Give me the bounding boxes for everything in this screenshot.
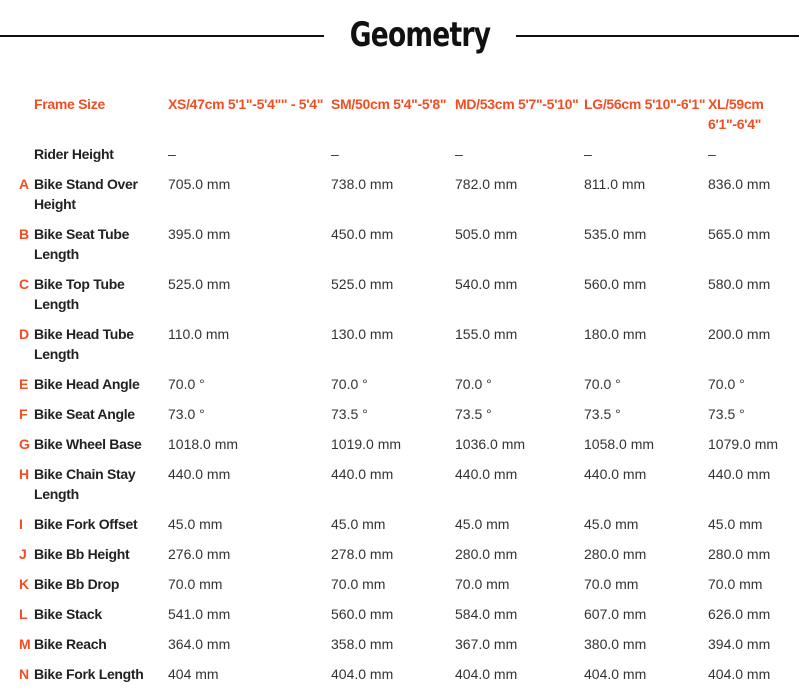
table-row	[0, 404, 799, 434]
row-letter: L	[19, 606, 28, 622]
cell-sm: 70.0 °	[331, 376, 368, 392]
cell-md: 70.0 mm	[455, 576, 510, 592]
cell-sm: 404.0 mm	[331, 666, 394, 682]
size-header-sm: SM/50cm 5'4"-5'8"	[331, 96, 447, 112]
cell-xs: 541.0 mm	[168, 606, 231, 622]
cell-md: 45.0 mm	[455, 516, 510, 532]
table-row	[0, 374, 799, 404]
row-letter: A	[19, 176, 30, 192]
page-title: Geometry	[349, 15, 491, 55]
row-label: Bike Seat Angle	[34, 406, 135, 422]
row-letter: K	[19, 576, 30, 592]
cell-lg: 70.0 mm	[584, 576, 639, 592]
row-letter: I	[19, 516, 23, 532]
row-letter: C	[19, 276, 30, 292]
cell-xs: 525.0 mm	[168, 276, 231, 292]
cell-sm: 130.0 mm	[331, 326, 394, 342]
cell-xl: 200.0 mm	[708, 326, 771, 342]
cell-md: 1036.0 mm	[455, 436, 526, 452]
row-letter: J	[19, 546, 27, 562]
cell-md: –	[455, 146, 463, 162]
table-header-row	[0, 94, 799, 144]
geometry-table	[0, 94, 799, 694]
cell-xl: 440.0 mm	[708, 466, 771, 482]
row-label: Bike Reach	[34, 636, 107, 652]
cell-xs: 110.0 mm	[168, 326, 230, 342]
cell-lg: 45.0 mm	[584, 516, 639, 532]
row-label: Bike Stack	[34, 606, 102, 622]
cell-sm: 278.0 mm	[331, 546, 394, 562]
cell-lg: 535.0 mm	[584, 226, 647, 242]
row-label: Bike Seat Tube Length	[34, 226, 130, 262]
row-label: Rider Height	[34, 146, 114, 162]
row-label: Bike Bb Drop	[34, 576, 120, 592]
cell-lg: 560.0 mm	[584, 276, 647, 292]
cell-lg: –	[584, 146, 592, 162]
cell-xs: 45.0 mm	[168, 516, 223, 532]
table-row	[0, 464, 799, 514]
row-letter: N	[19, 666, 30, 682]
cell-md: 782.0 mm	[455, 176, 518, 192]
cell-xl: 836.0 mm	[708, 176, 771, 192]
cell-lg: 440.0 mm	[584, 466, 647, 482]
cell-xl: 45.0 mm	[708, 516, 763, 532]
cell-xs: 73.0 °	[168, 406, 205, 422]
cell-sm: 70.0 mm	[331, 576, 386, 592]
row-letter: B	[19, 226, 30, 242]
cell-md: 280.0 mm	[455, 546, 518, 562]
cell-xl: 70.0 °	[708, 376, 745, 392]
cell-md: 584.0 mm	[455, 606, 518, 622]
table-row	[0, 574, 799, 604]
row-label: Bike Wheel Base	[34, 436, 142, 452]
header-rule-right	[516, 35, 799, 37]
row-label: Bike Stand Over Height	[34, 176, 138, 212]
cell-xl: 580.0 mm	[708, 276, 771, 292]
cell-xs: 404 mm	[168, 666, 219, 682]
table-row	[0, 634, 799, 664]
table-row	[0, 544, 799, 574]
cell-lg: 607.0 mm	[584, 606, 647, 622]
cell-xs: 440.0 mm	[168, 466, 231, 482]
cell-md: 540.0 mm	[455, 276, 518, 292]
row-letter: H	[19, 466, 30, 482]
cell-xl: 280.0 mm	[708, 546, 771, 562]
table-row	[0, 224, 799, 274]
cell-xs: –	[168, 146, 176, 162]
cell-sm: 45.0 mm	[331, 516, 386, 532]
cell-xl: 626.0 mm	[708, 606, 771, 622]
row-label: Bike Chain Stay Length	[34, 466, 136, 502]
cell-sm: 560.0 mm	[331, 606, 394, 622]
size-header-xl: XL/59cm 6'1"-6'4"	[708, 96, 764, 132]
cell-sm: 358.0 mm	[331, 636, 394, 652]
cell-xs: 70.0 mm	[168, 576, 223, 592]
size-header-xs: XS/47cm 5'1"-5'4"" - 5'4"	[168, 96, 324, 112]
size-header-lg: LG/56cm 5'10"-6'1"	[584, 96, 706, 112]
frame-size-header: Frame Size	[34, 96, 105, 112]
size-header-md: MD/53cm 5'7"-5'10"	[455, 96, 579, 112]
cell-sm: 440.0 mm	[331, 466, 394, 482]
cell-lg: 73.5 °	[584, 406, 621, 422]
row-letter: D	[19, 326, 30, 342]
cell-xs: 395.0 mm	[168, 226, 231, 242]
cell-md: 440.0 mm	[455, 466, 518, 482]
cell-lg: 180.0 mm	[584, 326, 647, 342]
cell-xl: 1079.0 mm	[708, 436, 779, 452]
geometry-header	[0, 0, 799, 70]
cell-sm: 525.0 mm	[331, 276, 394, 292]
cell-xs: 276.0 mm	[168, 546, 231, 562]
cell-sm: 1019.0 mm	[331, 436, 402, 452]
cell-lg: 404.0 mm	[584, 666, 647, 682]
cell-sm: 73.5 °	[331, 406, 368, 422]
row-letter: F	[19, 406, 28, 422]
row-label: Bike Head Tube Length	[34, 326, 134, 362]
table-row	[0, 174, 799, 224]
row-letter: M	[19, 636, 31, 652]
cell-md: 73.5 °	[455, 406, 492, 422]
cell-lg: 70.0 °	[584, 376, 621, 392]
cell-lg: 811.0 mm	[584, 176, 646, 192]
row-label: Bike Top Tube Length	[34, 276, 125, 312]
table-row	[0, 604, 799, 634]
cell-md: 70.0 °	[455, 376, 492, 392]
table-row	[0, 274, 799, 324]
cell-sm: 450.0 mm	[331, 226, 394, 242]
header-letter-cell	[0, 94, 34, 144]
table-row	[0, 664, 799, 694]
cell-xl: 394.0 mm	[708, 636, 771, 652]
table-row	[0, 514, 799, 544]
row-letter: G	[19, 436, 30, 452]
table-row	[0, 324, 799, 374]
cell-lg: 280.0 mm	[584, 546, 647, 562]
cell-md: 155.0 mm	[455, 326, 518, 342]
row-label: Bike Fork Length	[34, 666, 144, 682]
cell-sm: –	[331, 146, 339, 162]
cell-xl: –	[708, 146, 716, 162]
cell-xs: 1018.0 mm	[168, 436, 239, 452]
cell-xl: 565.0 mm	[708, 226, 771, 242]
row-label: Bike Head Angle	[34, 376, 140, 392]
row-letter: E	[19, 376, 29, 392]
cell-md: 367.0 mm	[455, 636, 518, 652]
row-label: Bike Bb Height	[34, 546, 130, 562]
cell-lg: 1058.0 mm	[584, 436, 655, 452]
table-row	[0, 434, 799, 464]
cell-xl: 404.0 mm	[708, 666, 771, 682]
cell-xs: 705.0 mm	[168, 176, 231, 192]
row-letter	[0, 144, 34, 174]
cell-md: 505.0 mm	[455, 226, 518, 242]
cell-lg: 380.0 mm	[584, 636, 647, 652]
table-row	[0, 144, 799, 174]
header-rule-left	[0, 35, 324, 37]
cell-xs: 364.0 mm	[168, 636, 231, 652]
cell-md: 404.0 mm	[455, 666, 518, 682]
cell-xl: 73.5 °	[708, 406, 745, 422]
cell-xl: 70.0 mm	[708, 576, 763, 592]
cell-xs: 70.0 °	[168, 376, 205, 392]
cell-sm: 738.0 mm	[331, 176, 394, 192]
row-label: Bike Fork Offset	[34, 516, 138, 532]
